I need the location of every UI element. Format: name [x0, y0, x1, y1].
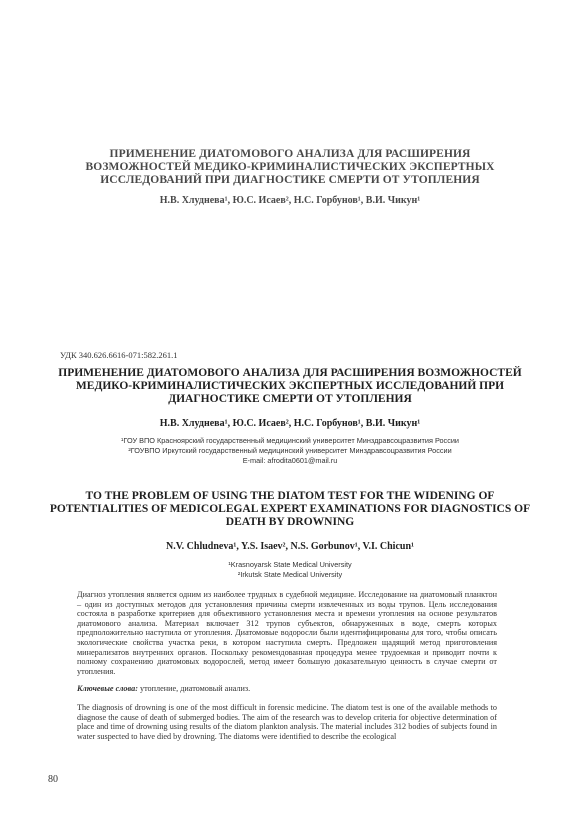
udc-code: УДК 340.626.6616-071:582.261.1 — [60, 350, 178, 360]
keywords-label: Ключевые слова: — [77, 684, 138, 693]
authors-ru: Н.В. Хлуднева¹, Ю.С. Исаев², Н.С. Горбунов¹, В.И. Чикун¹ — [159, 418, 421, 429]
keywords-text: утопление, диатомовый анализ. — [139, 684, 251, 693]
authors-en: N.V. Chludneva¹, Y.S. Isaev², N.S. Gorbunov¹, V.I. Chicun¹ — [166, 541, 414, 552]
email: E-mail: afrodita0601@mail.ru — [242, 456, 338, 465]
abstract-ru: Диагноз утопления является одним из наиболее трудных в судебной медицине. Исследование на диатомовый планктон – один из доступных методов для установления причины смерти извлеченных из воды трупов. Цель исследования состояла в разработке критериев для объективного установления места и времени утопления на основе результатов диатомового анализа. Материал включает 312 трупов субъектов, обнаруженных в воде, смерть которых предположительно наступила от утопления. Диатомовые водоросли были идентифицированы для того, чтобы описать экологические свойства участка реки, в котором наступила смерть. Предложен щадящий метод приготовления минерализатов внутренних органов. Поскольку рекомендованная процедура менее трудоемкая и приводит почти к полному сохранению диатомовых водорослей, метод имеет большую доказательную ценность в случае смерти от утопления. — [77, 590, 497, 676]
affiliations-en — [40, 560, 540, 580]
article-title-en: TO THE PROBLEM OF USING THE DIATOM TEST FOR THE WIDENING OF POTENTIALITIES OF MEDICOLEGAL EXPERT EXAMINATIONS FOR DIAGNOSTICS OF DEATH BY DROWNING — [49, 490, 531, 528]
abstract-en: The diagnosis of drowning is one of the most difficult in forensic medicine. The diatom test is one of the available methods to diagnose the cause of death of submerged bodies. The aim of the research was to develop criteria for objective determination of place and time of drowning using results of the diatom plankton analysis. The material includes 312 bodies of subjects found in water suspected to have died by drowning. The diatoms were identified to describe the ecological — [77, 703, 497, 741]
show-through-header — [60, 148, 520, 206]
affiliation-ru-1: ¹ГОУ ВПО Красноярский государственный медицинский университет Минздравсоцразвития России — [120, 436, 459, 445]
article-title-ru: ПРИМЕНЕНИЕ ДИАТОМОВОГО АНАЛИЗА ДЛЯ РАСШИРЕНИЯ ВОЗМОЖНОСТЕЙ МЕДИКО-КРИМИНАЛИСТИЧЕСКИХ ЭКСПЕРТНЫХ ИССЛЕДОВАНИЙ ПРИ ДИАГНОСТИКЕ СМЕРТИ ОТ УТОПЛЕНИЯ — [58, 367, 522, 405]
affiliation-en-1: ¹Krasnoyarsk State Medical University — [228, 560, 352, 569]
keywords-ru — [77, 684, 497, 693]
affiliations-ru — [40, 436, 540, 466]
page-number: 80 — [48, 774, 58, 785]
affiliation-en-2: ²Irkutsk State Medical University — [237, 570, 343, 579]
ghost-authors: Н.В. Хлуднева¹, Ю.С. Исаев², Н.С. Горбунов¹, В.И. Чикун¹ — [159, 195, 421, 206]
affiliation-ru-2: ²ГОУВПО Иркутский государственный медицинский университет Минздравсоцразвития России — [128, 446, 452, 455]
ghost-title: ПРИМЕНЕНИЕ ДИАТОМОВОГО АНАЛИЗА ДЛЯ РАСШИРЕНИЯ ВОЗМОЖНОСТЕЙ МЕДИКО-КРИМИНАЛИСТИЧЕСКИХ ЭКСПЕРТНЫХ ИССЛЕДОВАНИЙ ПРИ ДИАГНОСТИКЕ СМЕРТИ ОТ УТОПЛЕНИЯ — [85, 148, 495, 186]
